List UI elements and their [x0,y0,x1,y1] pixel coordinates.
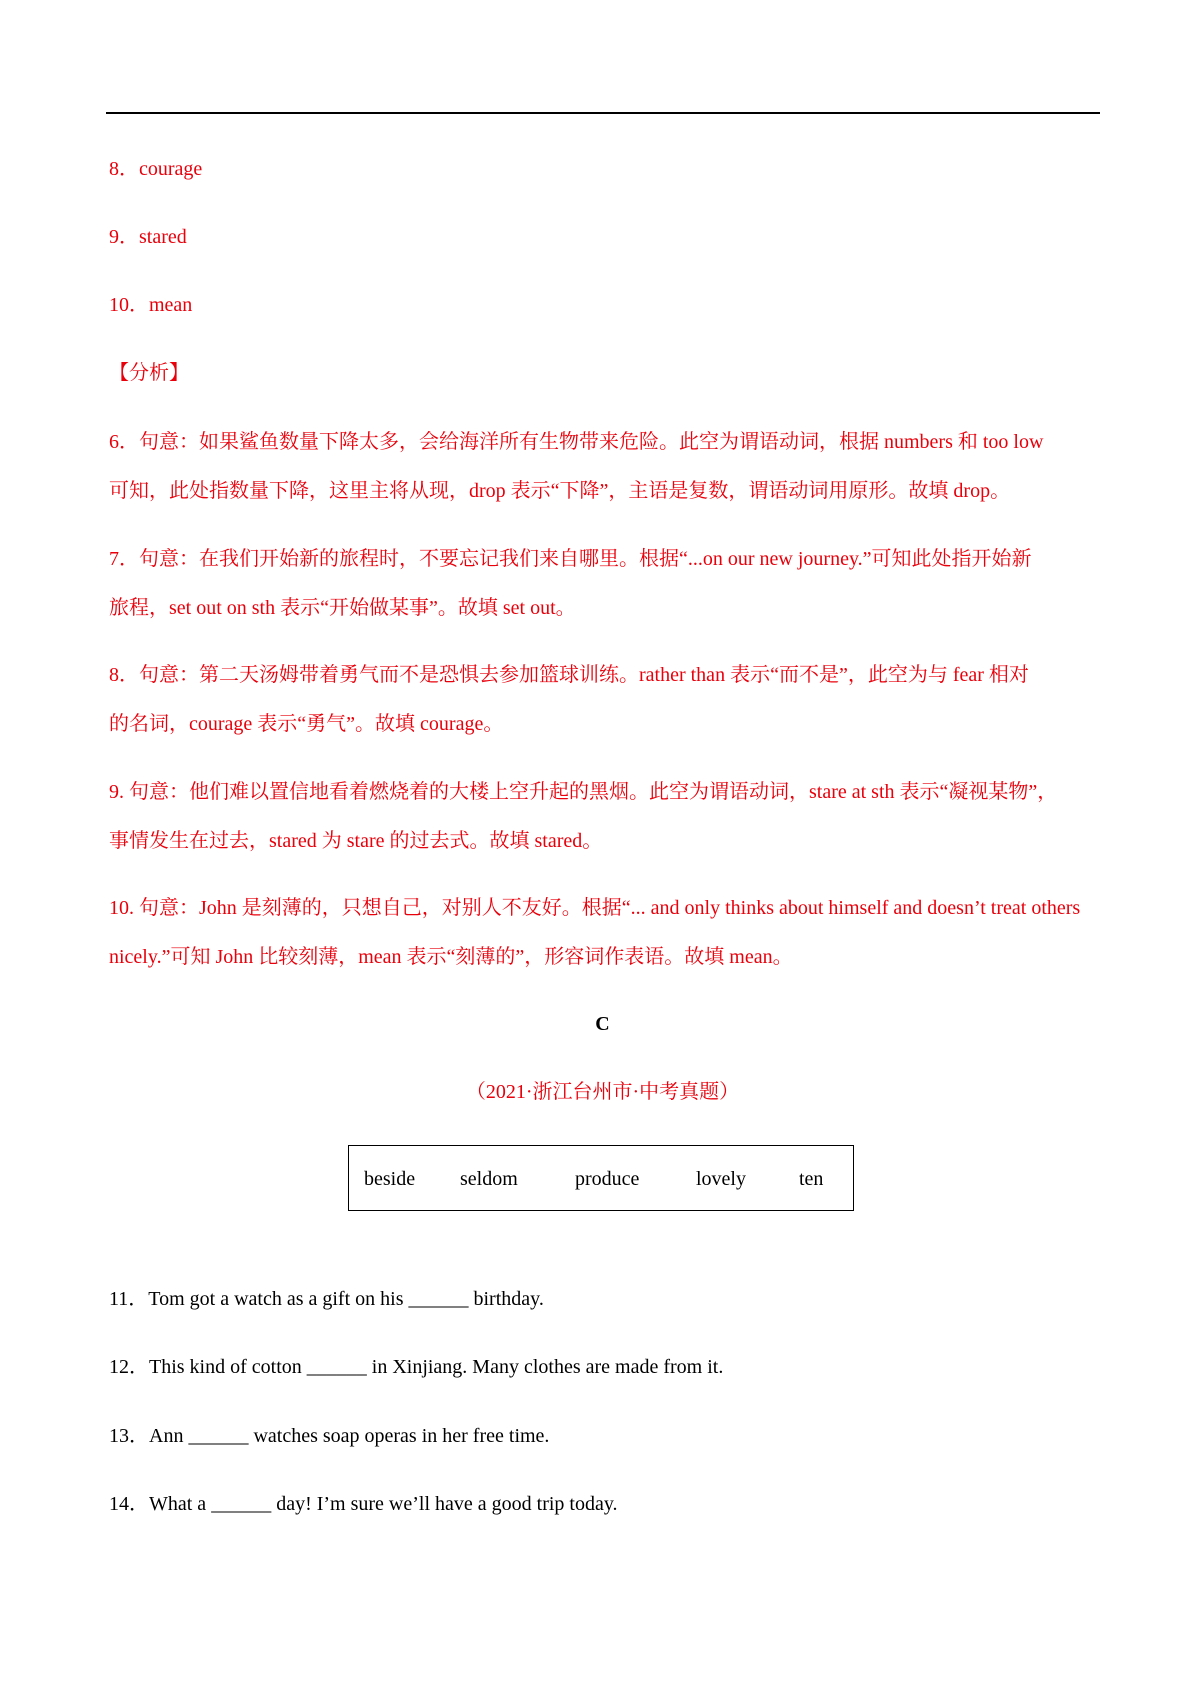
word-box-item: seldom [460,1168,518,1190]
question-13: 13．Ann ______ watches soap operas in her free time. [109,1425,550,1447]
analysis-item-9: 9. 句意：他们难以置信地看着燃烧着的大楼上空升起的黑烟。此空为谓语动词，stare at sth 表示“凝视某物”， 事情发生在过去，stared 为 stare 的过去式。故填 stared。 [109,781,1058,852]
analysis-item-7: 7．句意：在我们开始新的旅程时，不要忘记我们来自哪里。根据“...on our new journey.”可知此处指开始新 旅程，set out on sth 表示“开始做某事”。故填 set out。 [109,548,1032,619]
word-box [348,1145,854,1211]
question-14: 14．What a ______ day! I’m sure we’ll have a good trip today. [109,1493,618,1515]
section-label: C [595,1013,610,1035]
word-box-item: produce [575,1168,640,1190]
word-box-item: ten [799,1168,824,1190]
section-source: （2021·浙江台州市·中考真题） [465,1081,740,1103]
word-box-item: beside [364,1168,416,1190]
analysis-item-10: 10. 句意：John 是刻薄的，只想自己，对别人不友好。根据“... and only thinks about himself and doesn’t treat others nicely.”可知 John 比较刻薄，mean 表示“刻薄的”，形容词作表语。故填 mean。 [109,897,1081,968]
answer-10: 10．mean [109,294,193,316]
analysis-heading: 【分析】 [109,362,189,384]
header-rule [106,112,1100,114]
question-11: 11．Tom got a watch as a gift on his ______ birthday. [109,1288,544,1310]
answer-8: 8．courage [109,158,203,180]
analysis-item-8: 8．句意：第二天汤姆带着勇气而不是恐惧去参加篮球训练。rather than 表示“而不是”，此空为与 fear 相对 的名词，courage 表示“勇气”。故填 courage。 [109,664,1029,735]
question-12: 12．This kind of cotton ______ in Xinjiang. Many clothes are made from it. [109,1356,724,1378]
answer-9: 9．stared [109,226,187,248]
word-box-item: lovely [696,1168,746,1190]
analysis-item-6: 6．句意：如果鲨鱼数量下降太多，会给海洋所有生物带来危险。此空为谓语动词，根据 numbers 和 too low 可知，此处指数量下降，这里主将从现，drop 表示“下降”，主语是复数，谓语动词用原形。故填 drop。 [109,431,1044,502]
